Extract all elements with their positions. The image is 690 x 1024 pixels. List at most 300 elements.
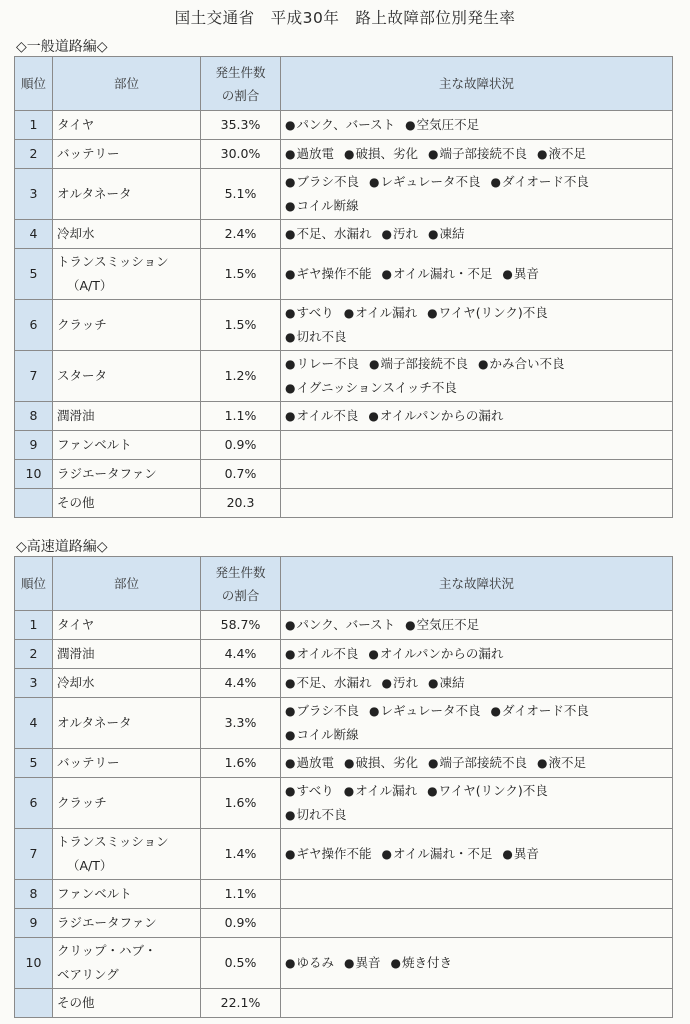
filled-circle-icon: ●	[427, 784, 438, 798]
rate-cell: 1.2%	[201, 351, 281, 402]
part-cell	[53, 489, 201, 518]
table-row	[15, 249, 673, 300]
filled-circle-icon: ●	[428, 756, 439, 770]
table-row	[15, 909, 673, 938]
status-text: 凍結	[439, 226, 465, 241]
status-text: オイル不良	[296, 408, 359, 423]
table-row	[15, 669, 673, 698]
status-line	[285, 751, 668, 775]
filled-circle-icon: ●	[428, 147, 439, 161]
status-text: 不足、水漏れ	[296, 226, 372, 241]
header-status: 主な故障状況	[281, 557, 673, 611]
filled-circle-icon: ●	[478, 357, 489, 371]
status-item	[427, 305, 548, 320]
table-header-row	[15, 57, 673, 111]
filled-circle-icon: ●	[405, 118, 416, 132]
rate-cell: 3.3%	[201, 698, 281, 749]
rank-cell: 5	[15, 749, 53, 778]
filled-circle-icon: ●	[285, 175, 296, 189]
status-item	[502, 266, 539, 281]
status-text: レギュレータ不良	[380, 174, 481, 189]
part-cell	[53, 431, 201, 460]
table-row	[15, 489, 673, 518]
status-text: すべり	[296, 783, 334, 798]
part-name: その他	[57, 995, 95, 1010]
part-name: タイヤ	[57, 617, 95, 632]
status-item	[285, 380, 457, 395]
status-item	[285, 146, 334, 161]
part-name: クラッチ	[57, 795, 107, 810]
status-text: パンク、バースト	[296, 117, 396, 132]
status-item	[285, 226, 372, 241]
status-item	[285, 755, 334, 770]
part-cell	[53, 989, 201, 1018]
filled-circle-icon: ●	[344, 147, 355, 161]
status-cell	[281, 249, 673, 300]
status-cell	[281, 611, 673, 640]
filled-circle-icon: ●	[285, 330, 296, 344]
status-item	[405, 617, 479, 632]
status-text: 凍結	[439, 675, 465, 690]
filled-circle-icon: ●	[537, 756, 548, 770]
rate-cell: 1.5%	[201, 249, 281, 300]
table-row	[15, 698, 673, 749]
part-name: ラジエータファン	[57, 466, 157, 481]
rate-cell: 0.9%	[201, 431, 281, 460]
status-cell	[281, 460, 673, 489]
rate-cell: 58.7%	[201, 611, 281, 640]
status-item	[285, 783, 334, 798]
status-text: すべり	[296, 305, 334, 320]
status-item	[369, 174, 481, 189]
status-text: レギュレータ不良	[380, 703, 481, 718]
part-cell	[53, 880, 201, 909]
rank-cell: 6	[15, 778, 53, 829]
status-line	[285, 671, 668, 695]
status-cell	[281, 220, 673, 249]
part-cell	[53, 938, 201, 989]
status-item	[344, 783, 417, 798]
status-text: ワイヤ(リンク)不良	[438, 783, 548, 798]
filled-circle-icon: ●	[343, 306, 355, 320]
rate-cell: 1.6%	[201, 778, 281, 829]
rank-cell: 9	[15, 431, 53, 460]
part-name: 潤滑油	[57, 408, 95, 423]
status-text: 端子部接続不良	[439, 755, 527, 770]
filled-circle-icon: ●	[381, 267, 392, 281]
filled-circle-icon: ●	[405, 618, 416, 632]
status-text: ギヤ操作不能	[296, 266, 372, 281]
status-item	[285, 266, 372, 281]
status-text: ダイオード不良	[501, 703, 589, 718]
filled-circle-icon: ●	[285, 381, 296, 395]
status-cell	[281, 778, 673, 829]
part-name: クリップ・ハブ・	[57, 943, 157, 958]
rate-cell: 4.4%	[201, 669, 281, 698]
status-text: ブラシ不良	[296, 174, 359, 189]
filled-circle-icon: ●	[537, 147, 548, 161]
filled-circle-icon: ●	[381, 676, 392, 690]
status-text: 破損、劣化	[355, 755, 418, 770]
rank-cell: 2	[15, 640, 53, 669]
status-cell	[281, 669, 673, 698]
rate-cell: 20.3	[201, 489, 281, 518]
status-item	[369, 356, 468, 371]
status-text: 過放電	[296, 755, 334, 770]
filled-circle-icon: ●	[285, 728, 296, 742]
filled-circle-icon: ●	[390, 956, 401, 970]
part-cell	[53, 351, 201, 402]
status-line	[285, 352, 668, 376]
status-line	[285, 113, 668, 137]
status-line	[285, 376, 668, 400]
status-text: パンク、バースト	[296, 617, 396, 632]
part-name: 冷却水	[57, 226, 95, 241]
part-name: スタータ	[57, 368, 108, 383]
part-name: ファンベルト	[57, 886, 132, 901]
status-cell	[281, 431, 673, 460]
status-item	[391, 955, 453, 970]
status-text: ギヤ操作不能	[296, 846, 372, 861]
filled-circle-icon: ●	[344, 956, 355, 970]
status-text: オイル漏れ・不足	[392, 846, 493, 861]
status-text: オイルパンからの漏れ	[379, 408, 504, 423]
status-text: 焼き付き	[401, 955, 452, 970]
status-line	[285, 194, 668, 218]
filled-circle-icon: ●	[368, 647, 379, 661]
status-text: ダイオード不良	[501, 174, 589, 189]
status-item	[344, 955, 381, 970]
status-item	[537, 146, 586, 161]
table-row	[15, 351, 673, 402]
status-text: 切れ不良	[296, 329, 347, 344]
status-line	[285, 404, 668, 428]
status-item	[285, 408, 358, 423]
status-line	[285, 142, 668, 166]
table-header-row	[15, 557, 673, 611]
part-name: オルタネータ	[57, 715, 132, 730]
status-text: リレー不良	[296, 356, 359, 371]
status-item	[491, 174, 589, 189]
filled-circle-icon: ●	[285, 409, 296, 423]
table-row	[15, 169, 673, 220]
rank-cell: 4	[15, 220, 53, 249]
status-line	[285, 301, 668, 325]
status-item	[382, 675, 419, 690]
status-item	[285, 675, 372, 690]
status-text: オイル不良	[296, 646, 359, 661]
status-item	[405, 117, 479, 132]
rate-cell: 0.7%	[201, 460, 281, 489]
status-text: 異音	[513, 846, 539, 861]
status-item	[478, 356, 565, 371]
status-cell	[281, 749, 673, 778]
expressway-table	[14, 556, 673, 1018]
filled-circle-icon: ●	[285, 956, 296, 970]
status-item	[285, 703, 359, 718]
header-rank: 順位	[15, 557, 53, 611]
filled-circle-icon: ●	[428, 227, 439, 241]
header-rate-line2: の割合	[221, 87, 260, 103]
rank-cell: 3	[15, 669, 53, 698]
part-name: トランスミッション	[57, 834, 169, 849]
status-text: 端子部接続不良	[439, 146, 527, 161]
header-part: 部位	[53, 57, 201, 111]
filled-circle-icon: ●	[285, 199, 296, 213]
table-row	[15, 880, 673, 909]
filled-circle-icon: ●	[369, 357, 380, 371]
table-row	[15, 989, 673, 1018]
part-cell	[53, 778, 201, 829]
part-cell	[53, 460, 201, 489]
table-row	[15, 140, 673, 169]
filled-circle-icon: ●	[369, 704, 380, 718]
rank-cell: 9	[15, 909, 53, 938]
part-cell	[53, 669, 201, 698]
status-item	[382, 266, 493, 281]
header-part: 部位	[53, 557, 201, 611]
part-cell	[53, 611, 201, 640]
status-item	[368, 408, 503, 423]
status-item	[427, 783, 548, 798]
header-rate-line1: 発生件数	[215, 564, 266, 580]
rank-cell: 10	[15, 460, 53, 489]
filled-circle-icon: ●	[285, 357, 296, 371]
rank-cell: 7	[15, 351, 53, 402]
filled-circle-icon: ●	[502, 847, 513, 861]
filled-circle-icon: ●	[285, 618, 296, 632]
rate-cell: 1.6%	[201, 749, 281, 778]
rank-cell: 4	[15, 698, 53, 749]
status-item	[285, 356, 359, 371]
status-item	[285, 955, 334, 970]
header-rank: 順位	[15, 57, 53, 111]
status-text: オイル漏れ・不足	[392, 266, 493, 281]
status-cell	[281, 909, 673, 938]
filled-circle-icon: ●	[285, 676, 296, 690]
filled-circle-icon: ●	[285, 847, 296, 861]
rank-cell: 3	[15, 169, 53, 220]
part-cell	[53, 300, 201, 351]
rate-cell: 4.4%	[201, 640, 281, 669]
filled-circle-icon: ●	[285, 784, 296, 798]
page-title: 国土交通省 平成30年 路上故障部位別発生率	[174, 9, 516, 27]
filled-circle-icon: ●	[427, 306, 438, 320]
status-line	[285, 803, 668, 827]
rank-cell	[15, 489, 53, 518]
part-cell	[53, 909, 201, 938]
part-name: ファンベルト	[57, 437, 132, 452]
status-item	[285, 198, 359, 213]
part-name: トランスミッション	[57, 254, 169, 269]
general-road-table	[14, 56, 673, 518]
part-name: 潤滑油	[57, 646, 95, 661]
header-rate	[201, 557, 281, 611]
status-text: 端子部接続不良	[380, 356, 468, 371]
part-name: （A/T）	[67, 278, 113, 293]
rank-cell: 8	[15, 880, 53, 909]
status-text: 破損、劣化	[355, 146, 418, 161]
status-text: 異音	[355, 955, 381, 970]
part-cell	[53, 749, 201, 778]
part-name: （A/T）	[67, 858, 113, 873]
rate-cell: 0.5%	[201, 938, 281, 989]
status-text: かみ合い不良	[489, 356, 565, 371]
part-name: オルタネータ	[57, 186, 132, 201]
table-row	[15, 402, 673, 431]
status-line	[285, 842, 668, 866]
status-text: 切れ不良	[296, 807, 347, 822]
status-line	[285, 170, 668, 194]
part-cell	[53, 402, 201, 431]
rate-cell: 0.9%	[201, 909, 281, 938]
part-cell	[53, 640, 201, 669]
status-text: 過放電	[296, 146, 334, 161]
filled-circle-icon: ●	[490, 704, 501, 718]
part-name: バッテリー	[57, 755, 120, 770]
header-status: 主な故障状況	[281, 57, 673, 111]
rate-cell: 1.5%	[201, 300, 281, 351]
part-cell	[53, 249, 201, 300]
status-cell	[281, 698, 673, 749]
filled-circle-icon: ●	[285, 267, 296, 281]
status-item	[285, 174, 359, 189]
header-rate-line2: の割合	[221, 587, 260, 603]
filled-circle-icon: ●	[368, 409, 379, 423]
part-name: 冷却水	[57, 675, 95, 690]
part-name: クラッチ	[57, 317, 107, 332]
part-name: バッテリー	[57, 146, 120, 161]
status-item	[285, 329, 347, 344]
filled-circle-icon: ●	[343, 784, 355, 798]
rate-cell: 30.0%	[201, 140, 281, 169]
status-item	[428, 755, 527, 770]
status-line	[285, 642, 668, 666]
status-text: 空気圧不足	[416, 117, 480, 132]
status-text: コイル断線	[296, 727, 359, 742]
table-body	[15, 611, 673, 1018]
status-cell	[281, 169, 673, 220]
part-cell	[53, 111, 201, 140]
status-text: コイル断線	[296, 198, 359, 213]
rate-cell: 22.1%	[201, 989, 281, 1018]
part-cell	[53, 169, 201, 220]
status-item	[285, 846, 372, 861]
status-item	[428, 226, 465, 241]
table-row	[15, 300, 673, 351]
status-item	[382, 226, 419, 241]
status-item	[537, 755, 586, 770]
status-text: オイル漏れ	[355, 783, 418, 798]
filled-circle-icon: ●	[381, 847, 392, 861]
status-cell	[281, 829, 673, 880]
part-name: ラジエータファン	[57, 915, 157, 930]
part-cell	[53, 140, 201, 169]
rank-cell: 8	[15, 402, 53, 431]
rate-cell: 2.4%	[201, 220, 281, 249]
table-row	[15, 749, 673, 778]
filled-circle-icon: ●	[344, 756, 355, 770]
status-item	[491, 703, 589, 718]
status-text: イグニッションスイッチ不良	[296, 380, 457, 395]
table-row	[15, 829, 673, 880]
rate-cell: 1.1%	[201, 402, 281, 431]
part-name: その他	[57, 495, 95, 510]
rank-cell: 7	[15, 829, 53, 880]
filled-circle-icon: ●	[285, 118, 296, 132]
rate-cell: 5.1%	[201, 169, 281, 220]
part-name: タイヤ	[57, 117, 95, 132]
status-item	[382, 846, 493, 861]
rank-cell: 5	[15, 249, 53, 300]
status-item	[285, 646, 358, 661]
status-cell	[281, 880, 673, 909]
status-text: オイルパンからの漏れ	[379, 646, 504, 661]
rank-cell: 2	[15, 140, 53, 169]
status-text: ブラシ不良	[296, 703, 359, 718]
table-row	[15, 111, 673, 140]
status-text: ゆるみ	[296, 955, 334, 970]
status-cell	[281, 140, 673, 169]
table-row	[15, 640, 673, 669]
part-cell	[53, 698, 201, 749]
filled-circle-icon: ●	[428, 676, 439, 690]
status-item	[285, 117, 395, 132]
filled-circle-icon: ●	[285, 808, 296, 822]
rank-cell: 10	[15, 938, 53, 989]
status-line	[285, 222, 668, 246]
status-line	[285, 699, 668, 723]
status-cell	[281, 111, 673, 140]
filled-circle-icon: ●	[381, 227, 392, 241]
filled-circle-icon: ●	[285, 756, 296, 770]
status-line	[285, 613, 668, 637]
part-cell	[53, 220, 201, 249]
table-row	[15, 220, 673, 249]
rank-cell: 1	[15, 611, 53, 640]
status-line	[285, 325, 668, 349]
filled-circle-icon: ●	[285, 147, 296, 161]
status-cell	[281, 300, 673, 351]
status-cell	[281, 938, 673, 989]
status-cell	[281, 989, 673, 1018]
header-rate-line1: 発生件数	[215, 64, 266, 80]
status-text: 異音	[513, 266, 539, 281]
status-item	[368, 646, 503, 661]
status-cell	[281, 402, 673, 431]
rank-cell: 6	[15, 300, 53, 351]
status-item	[344, 146, 418, 161]
rate-cell: 1.1%	[201, 880, 281, 909]
status-item	[428, 675, 465, 690]
status-line	[285, 723, 668, 747]
table-body	[15, 111, 673, 518]
table-row	[15, 431, 673, 460]
rank-cell: 1	[15, 111, 53, 140]
status-cell	[281, 351, 673, 402]
status-text: 汚れ	[392, 226, 418, 241]
table-row	[15, 778, 673, 829]
status-text: 汚れ	[392, 675, 418, 690]
status-item	[502, 846, 539, 861]
header-rate	[201, 57, 281, 111]
status-item	[428, 146, 527, 161]
status-item	[344, 755, 418, 770]
table-row	[15, 460, 673, 489]
filled-circle-icon: ●	[285, 227, 296, 241]
status-item	[285, 727, 359, 742]
status-text: 不足、水漏れ	[296, 675, 372, 690]
